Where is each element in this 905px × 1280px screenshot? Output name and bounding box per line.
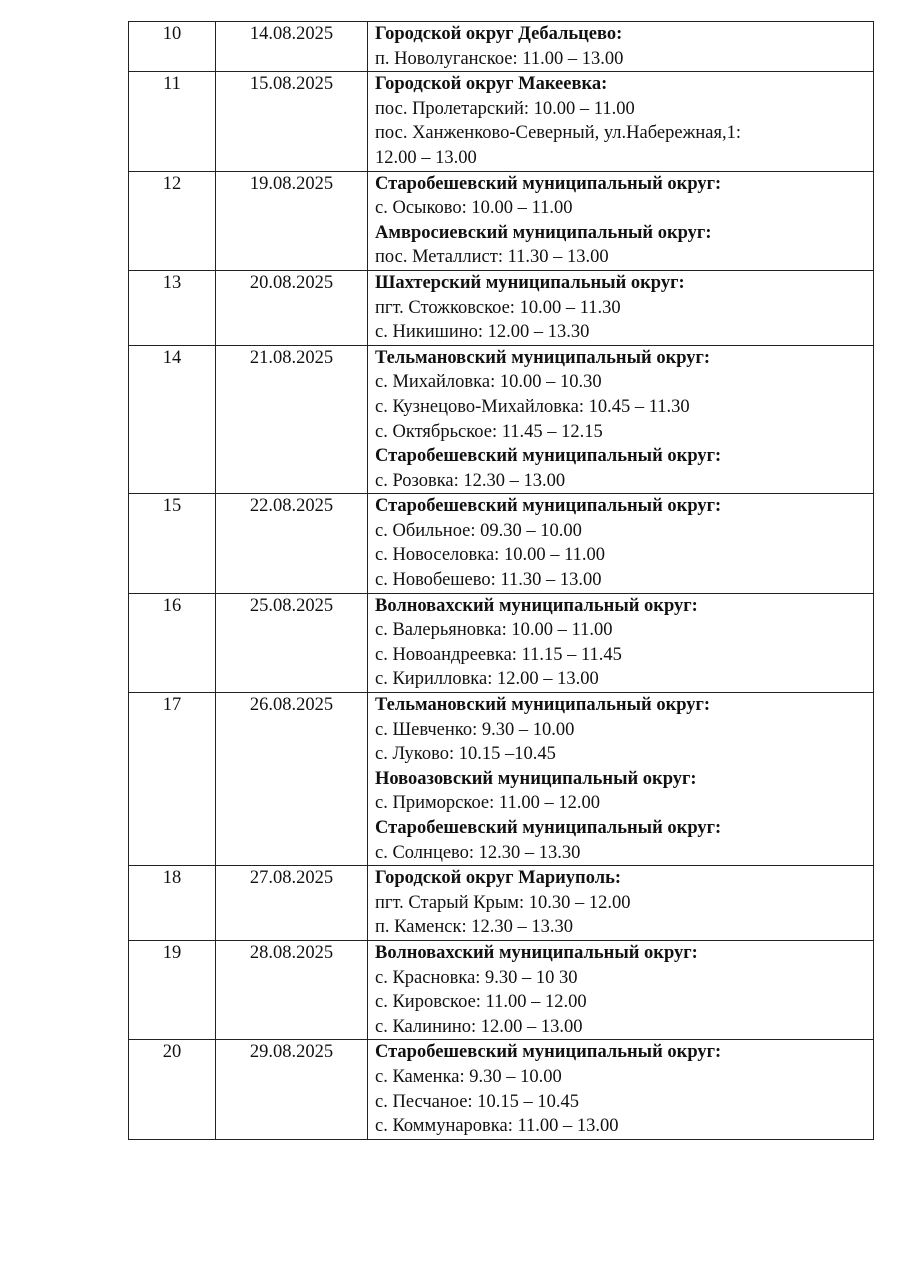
row-number: 17 — [129, 693, 216, 866]
location-time: с. Кузнецово-Михайловка: 10.45 – 11.30 — [375, 396, 690, 417]
location-time: с. Красновка: 9.30 – 10 30 — [375, 967, 578, 988]
row-number: 13 — [129, 270, 216, 345]
location-time: с. Калинино: 12.00 – 13.00 — [375, 1016, 583, 1037]
row-locations — [368, 270, 874, 345]
row-number: 19 — [129, 940, 216, 1039]
location-time: пгт. Стожковское: 10.00 – 11.30 — [375, 297, 621, 318]
row-locations — [368, 72, 874, 171]
district-heading: Тельмановский муниципальный округ: — [375, 347, 711, 368]
row-number: 11 — [129, 72, 216, 171]
table-row — [129, 270, 874, 345]
location-time: с. Приморское: 11.00 – 12.00 — [375, 793, 600, 814]
location-time: с. Новоселовка: 10.00 – 11.00 — [375, 545, 606, 566]
row-number: 18 — [129, 866, 216, 941]
district-heading: Волновахский муниципальный округ: — [375, 942, 698, 963]
row-locations — [368, 171, 874, 270]
table-row — [129, 866, 874, 941]
row-date: 19.08.2025 — [216, 171, 368, 270]
location-time: пос. Металлист: 11.30 – 13.00 — [375, 247, 609, 268]
table-row — [129, 22, 874, 72]
schedule-table-body — [129, 22, 874, 1140]
district-heading: Тельмановский муниципальный округ: — [375, 695, 711, 716]
location-time: с. Новоандреевка: 11.15 – 11.45 — [375, 644, 622, 665]
district-heading: Шахтерский муниципальный округ: — [375, 272, 685, 293]
district-heading: Старобешевский муниципальный округ: — [375, 446, 722, 467]
row-locations — [368, 494, 874, 593]
location-time: с. Луково: 10.15 –10.45 — [375, 744, 556, 765]
location-time: с. Кировское: 11.00 – 12.00 — [375, 992, 587, 1013]
table-row — [129, 72, 874, 171]
location-time: с. Шевченко: 9.30 – 10.00 — [375, 719, 575, 740]
row-locations — [368, 940, 874, 1039]
district-heading: Городской округ Макеевка: — [375, 74, 608, 95]
row-locations — [368, 593, 874, 692]
location-time: п. Новолуганское: 11.00 – 13.00 — [375, 48, 624, 69]
schedule-table — [128, 21, 874, 1140]
row-number: 20 — [129, 1040, 216, 1139]
location-time: пгт. Старый Крым: 10.30 – 12.00 — [375, 892, 631, 913]
district-heading: Амвросиевский муниципальный округ: — [375, 222, 712, 243]
row-locations — [368, 22, 874, 72]
location-time: с. Михайловка: 10.00 – 10.30 — [375, 372, 602, 393]
row-date: 14.08.2025 — [216, 22, 368, 72]
location-time: с. Осыково: 10.00 – 11.00 — [375, 198, 573, 219]
district-heading: Новоазовский муниципальный округ: — [375, 768, 697, 789]
row-date: 20.08.2025 — [216, 270, 368, 345]
location-time: с. Солнцево: 12.30 – 13.30 — [375, 842, 581, 863]
row-number: 16 — [129, 593, 216, 692]
row-number: 14 — [129, 345, 216, 494]
row-locations — [368, 693, 874, 866]
location-time: с. Валерьяновка: 10.00 – 11.00 — [375, 620, 613, 641]
location-time: с. Кирилловка: 12.00 – 13.00 — [375, 669, 599, 690]
location-time: 12.00 – 13.00 — [375, 147, 477, 168]
district-heading: Старобешевский муниципальный округ: — [375, 496, 722, 517]
table-row — [129, 494, 874, 593]
table-row — [129, 693, 874, 866]
location-time: с. Никишино: 12.00 – 13.30 — [375, 322, 590, 343]
row-locations — [368, 345, 874, 494]
table-row — [129, 171, 874, 270]
location-time: с. Каменка: 9.30 – 10.00 — [375, 1066, 562, 1087]
location-time: пос. Пролетарский: 10.00 – 11.00 — [375, 98, 635, 119]
row-locations — [368, 1040, 874, 1139]
row-number: 10 — [129, 22, 216, 72]
table-row — [129, 1040, 874, 1139]
district-heading: Старобешевский муниципальный округ: — [375, 1042, 722, 1063]
location-time: с. Коммунаровка: 11.00 – 13.00 — [375, 1116, 619, 1137]
location-time: пос. Ханженково-Северный, ул.Набережная,1: — [375, 123, 741, 144]
row-date: 27.08.2025 — [216, 866, 368, 941]
row-number: 15 — [129, 494, 216, 593]
table-row — [129, 940, 874, 1039]
row-date: 21.08.2025 — [216, 345, 368, 494]
table-row — [129, 345, 874, 494]
location-time: с. Обильное: 09.30 – 10.00 — [375, 520, 582, 541]
table-row — [129, 593, 874, 692]
location-time: с. Новобешево: 11.30 – 13.00 — [375, 570, 602, 591]
row-date: 28.08.2025 — [216, 940, 368, 1039]
row-number: 12 — [129, 171, 216, 270]
row-date: 25.08.2025 — [216, 593, 368, 692]
row-date: 15.08.2025 — [216, 72, 368, 171]
row-date: 29.08.2025 — [216, 1040, 368, 1139]
location-time: с. Октябрьское: 11.45 – 12.15 — [375, 421, 603, 442]
row-locations — [368, 866, 874, 941]
district-heading: Старобешевский муниципальный округ: — [375, 818, 722, 838]
district-heading: Волновахский муниципальный округ: — [375, 595, 698, 616]
location-time: с. Розовка: 12.30 – 13.00 — [375, 470, 566, 491]
district-heading: Городской округ Дебальцево: — [375, 24, 623, 44]
row-date: 26.08.2025 — [216, 693, 368, 866]
district-heading: Городской округ Мариуполь: — [375, 868, 622, 889]
district-heading: Старобешевский муниципальный округ: — [375, 173, 722, 194]
row-date: 22.08.2025 — [216, 494, 368, 593]
location-time: п. Каменск: 12.30 – 13.30 — [375, 917, 573, 938]
location-time: с. Песчаное: 10.15 – 10.45 — [375, 1091, 579, 1112]
